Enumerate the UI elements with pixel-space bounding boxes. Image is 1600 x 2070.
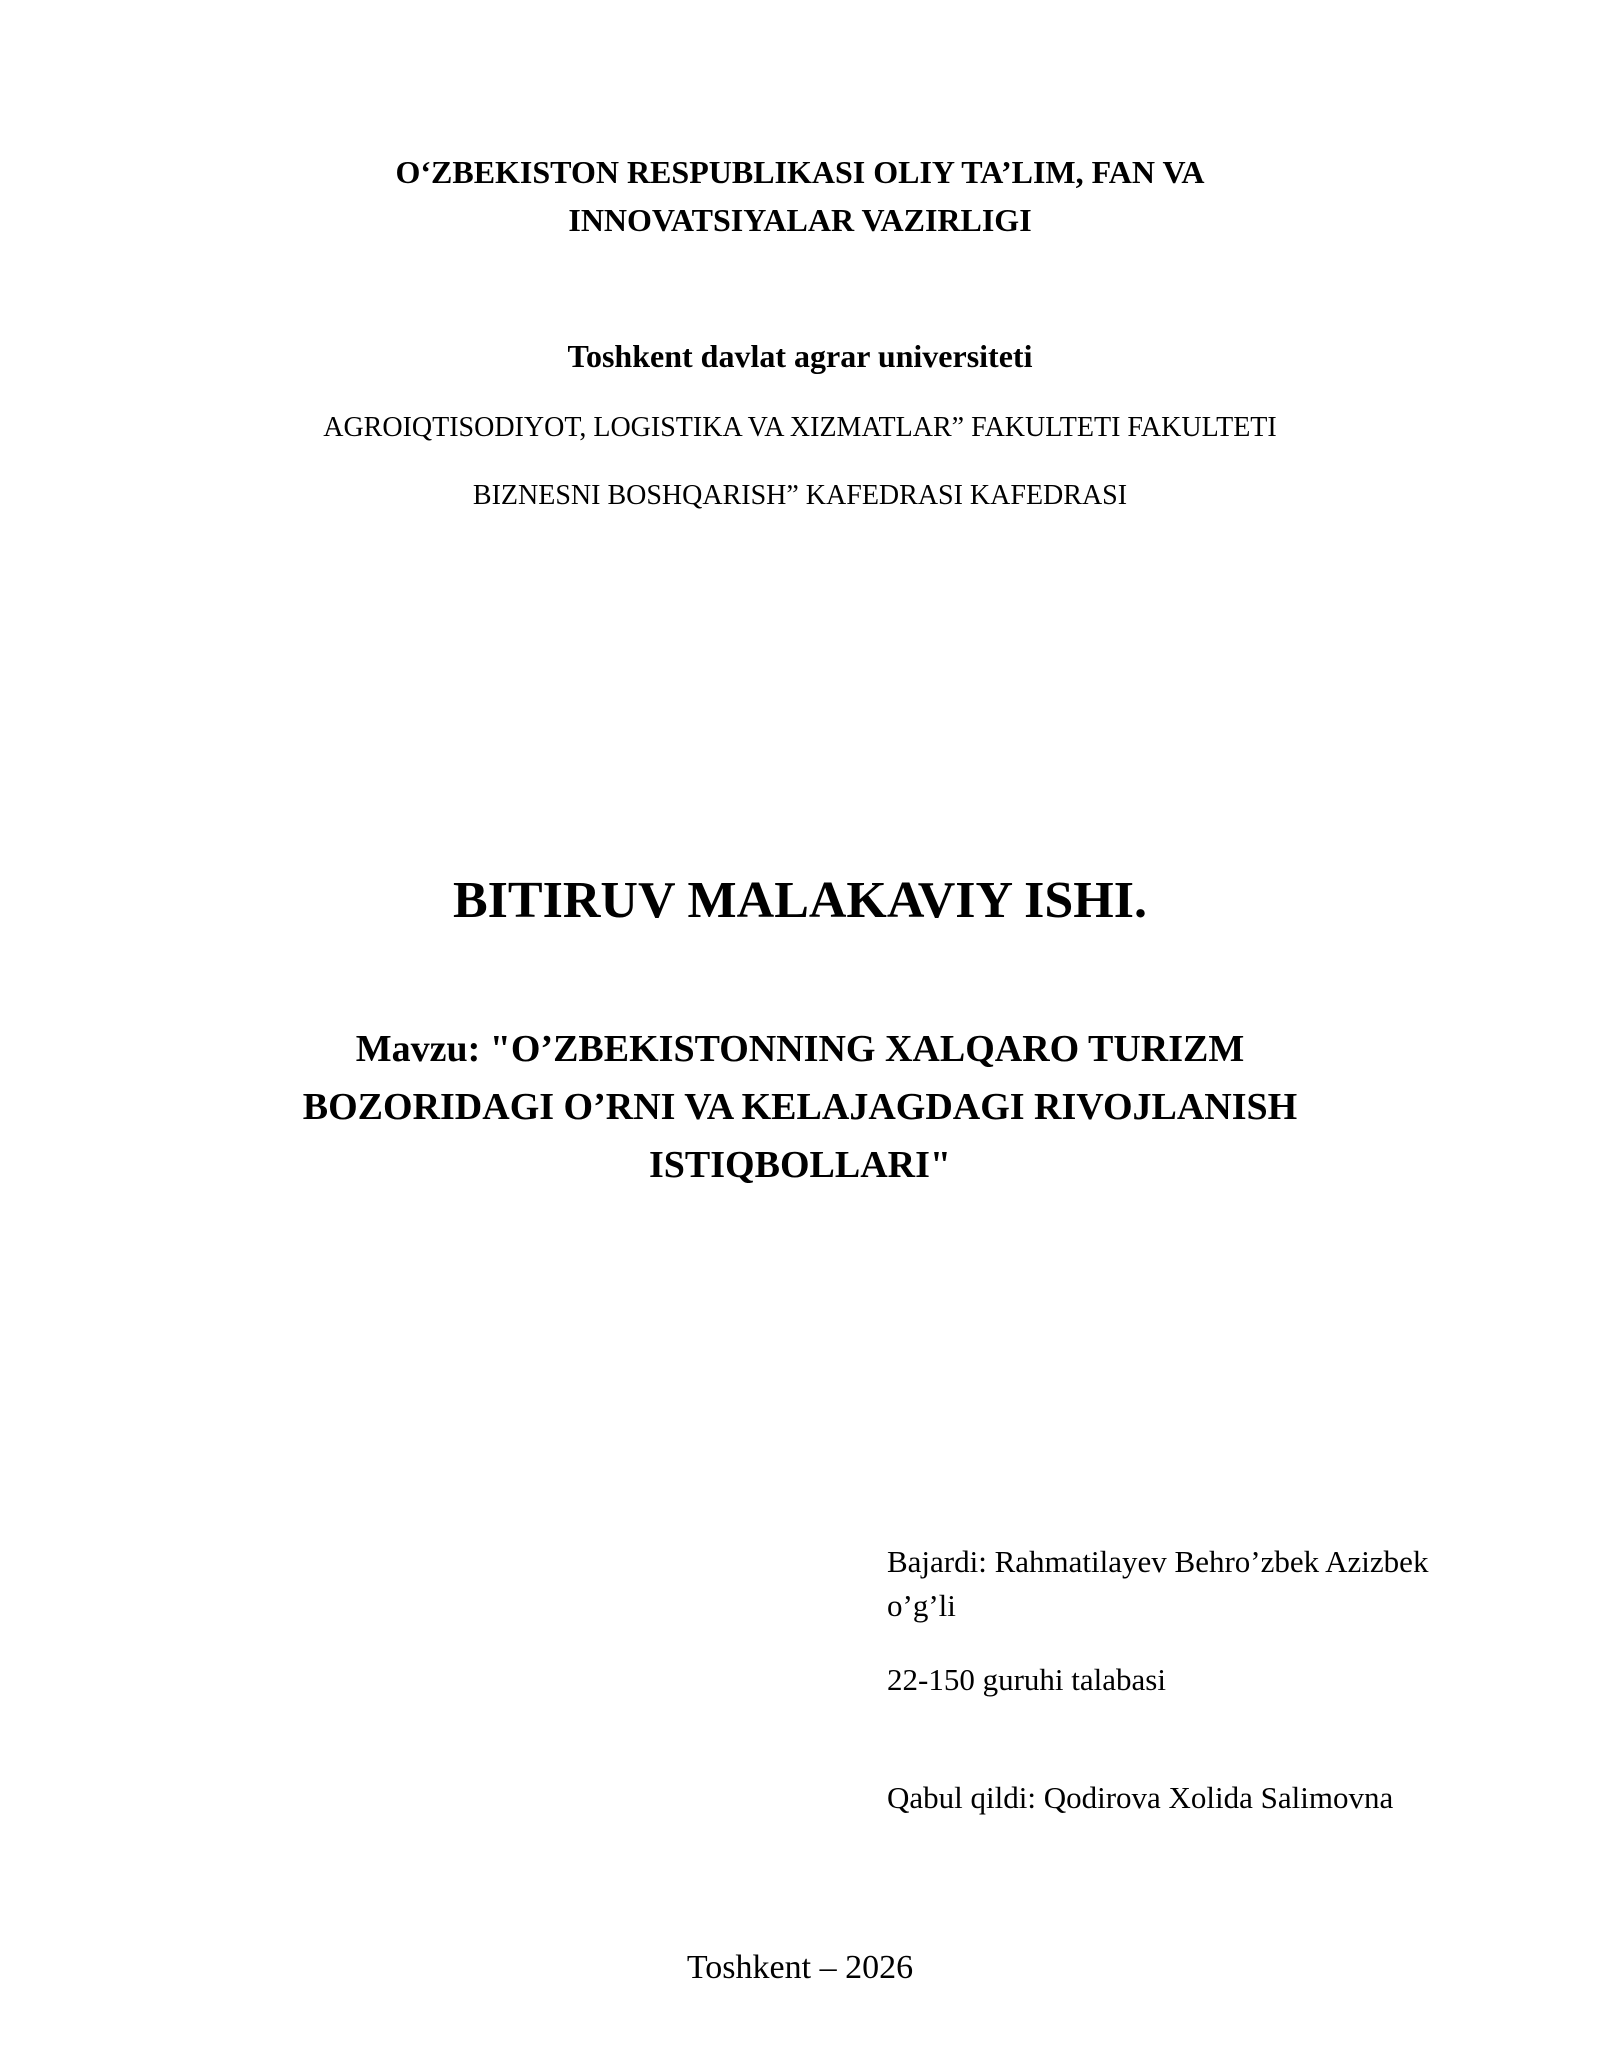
topic-heading (0, 1020, 1600, 1194)
performer-line-2: o’g’li (887, 1588, 956, 1623)
university-name: Toshkent davlat agrar universiteti (567, 338, 1033, 374)
performer-line-1: Bajardi: Rahmatilayev Behro’zbek Azizbek (887, 1544, 1429, 1579)
department-name: BIZNESNI BOSHQARISH” KAFEDRASI KAFEDRASI (472, 480, 1128, 511)
ministry-line-1: O‘ZBEKISTON RESPUBLIKASI OLIY TA’LIM, FAN VA (395, 154, 1205, 190)
topic-line-3: ISTIQBOLLARI" (649, 1144, 951, 1186)
student-group: 22-150 guruhi talabasi (887, 1662, 1166, 1697)
ministry-heading (0, 148, 1600, 244)
performer-block (887, 1540, 1507, 1628)
city-year-footer: Toshkent – 2026 (686, 1949, 914, 1986)
supervisor-block: Qabul qildi: Qodirova Xolida Salimovna (887, 1780, 1394, 1815)
ministry-line-2: INNOVATSIYALAR VAZIRLIGI (568, 202, 1032, 238)
topic-line-1: Mavzu: "O’ZBEKISTONNING XALQARO TURIZM (355, 1028, 1245, 1070)
faculty-name: AGROIQTISODIYOT, LOGISTIKA VA XIZMATLAR” FAKULTETI FAKULTETI (323, 412, 1277, 443)
topic-line-2: BOZORIDAGI O’RNI VA KELAJAGDAGI RIVOJLANISH (302, 1086, 1298, 1128)
document-title: BITIRUV MALAKAVIY ISHI. (453, 872, 1147, 929)
